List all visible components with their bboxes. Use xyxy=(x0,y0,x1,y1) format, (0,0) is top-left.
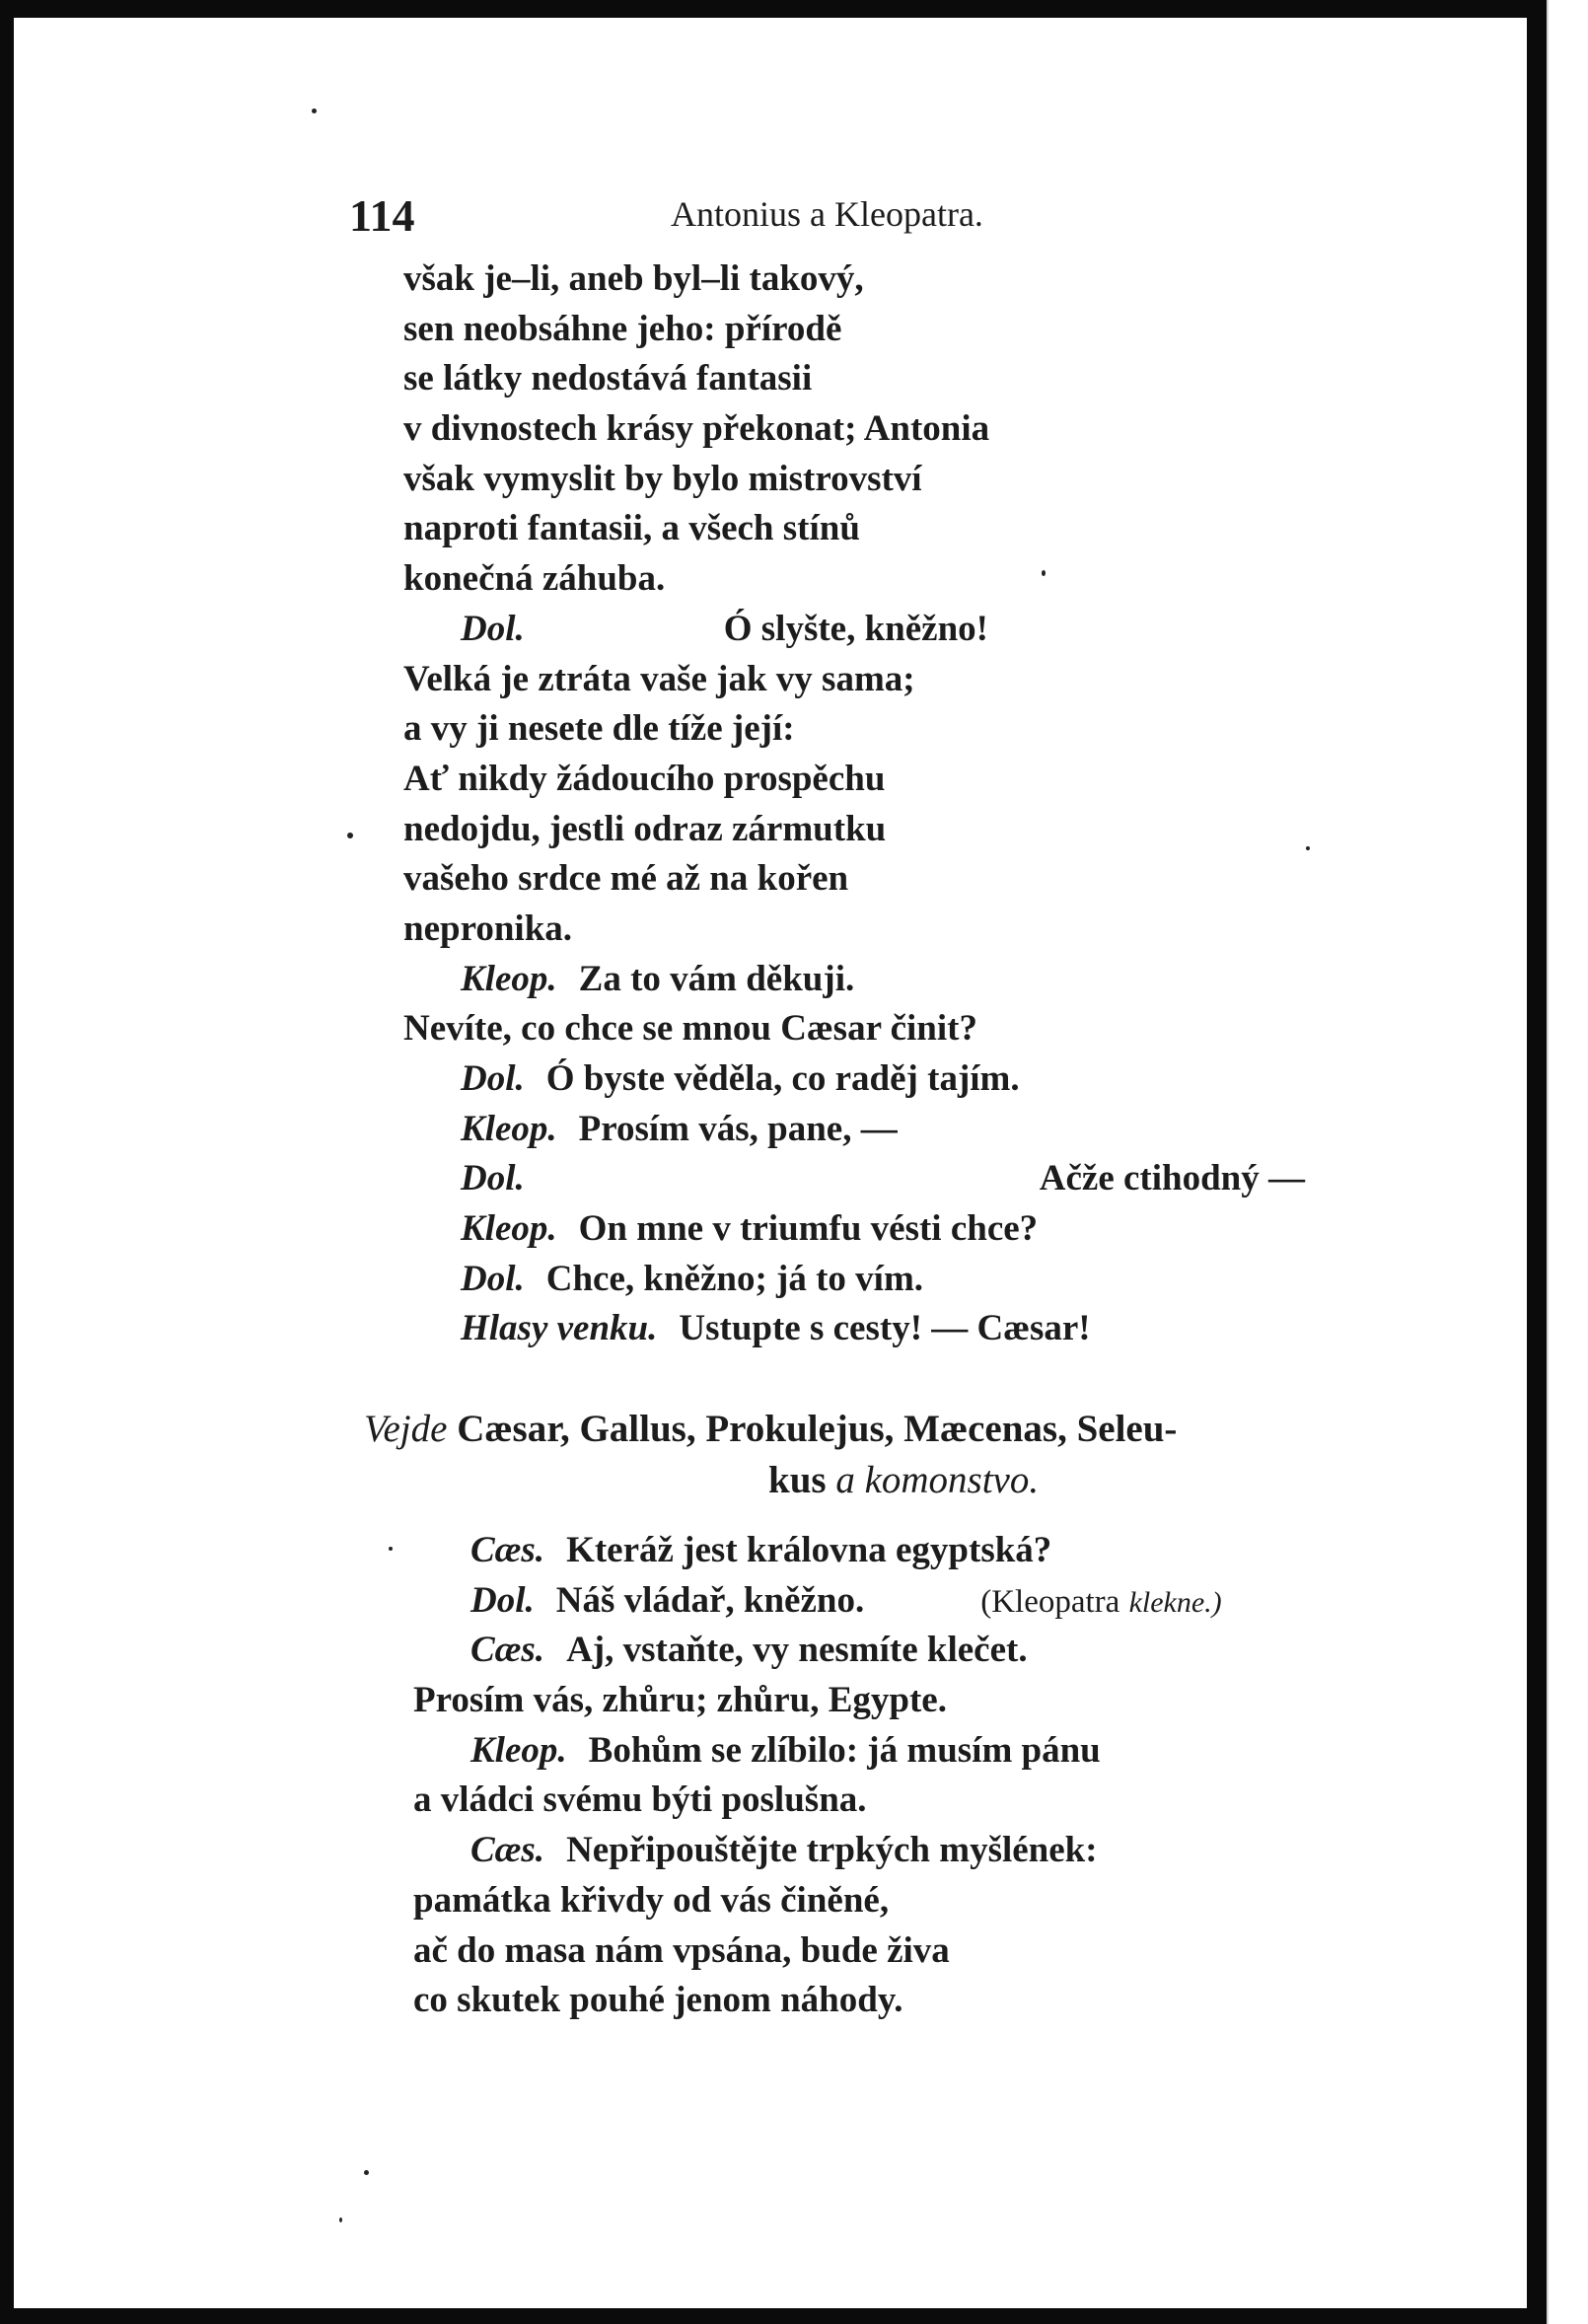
line-text: Prosím vás, pane, — xyxy=(578,1108,898,1149)
verse-line xyxy=(403,1004,1429,1054)
line-text: Ustupte s cesty! — Cæsar! xyxy=(679,1308,1091,1349)
line-text: nedojdu, jestli odraz zármutku xyxy=(403,808,887,849)
book-page xyxy=(14,18,1527,2308)
verse-line xyxy=(403,655,1429,705)
line-text: v divnostech krásy překonat; Antonia xyxy=(403,408,990,450)
scan-border-top xyxy=(0,0,1539,18)
speaker-name: Kleop. xyxy=(461,958,557,999)
line-text: a vy ji nesete dle tíže její: xyxy=(403,708,795,750)
entering-characters-end: kus xyxy=(768,1459,827,1501)
line-text: Bohům se zlíbilo: já musím pánu xyxy=(588,1729,1101,1771)
verse-line xyxy=(403,805,1429,855)
entering-characters: Cæsar, Gallus, Prokulejus, Mæcenas, Seleu- xyxy=(457,1408,1178,1450)
line-text: Prosím vás, zhůru; zhůru, Egypte. xyxy=(413,1680,947,1721)
verse-line xyxy=(403,755,1429,805)
line-text: nepronika. xyxy=(403,908,573,949)
verse-line xyxy=(413,1775,1439,1825)
verse-line xyxy=(413,1975,1439,2025)
running-title: Antonius a Kleopatra. xyxy=(671,194,983,234)
speaker-name: Hlasy venku. xyxy=(461,1308,658,1349)
speaker-name: Kleop. xyxy=(461,1108,557,1149)
verse-line xyxy=(403,455,1429,505)
speech-line xyxy=(413,1725,1439,1776)
line-text: naproti fantasii, a všech stínů xyxy=(403,508,860,549)
line-text: Chce, kněžno; já to vím. xyxy=(545,1258,924,1299)
speaker-name: Cæs. xyxy=(470,1830,545,1871)
speck xyxy=(1042,570,1046,576)
line-text: co skutek pouhé jenom náhody. xyxy=(413,1980,903,2021)
stage-conjunction: a xyxy=(835,1459,855,1501)
speech-line xyxy=(403,1255,1429,1305)
line-text: a vládci svému býti poslušna. xyxy=(413,1779,867,1821)
verse-block-upper xyxy=(403,254,1429,1354)
speech-line xyxy=(413,1625,1439,1675)
speech-line xyxy=(403,1304,1429,1354)
speech-line xyxy=(413,1525,1439,1575)
speaker-name: Cæs. xyxy=(470,1630,545,1671)
line-text: Náš vládař, kněžno. xyxy=(555,1579,865,1621)
line-text: sen neobsáhne jeho: přírodě xyxy=(403,308,842,349)
line-text: Ó slyšte, kněžno! xyxy=(723,608,988,649)
speech-line xyxy=(403,1204,1429,1255)
line-text: Nevíte, co chce se mnou Cæsar činit? xyxy=(403,1008,977,1050)
verse-line xyxy=(413,1925,1439,1976)
speaker-name: Cæs. xyxy=(470,1530,545,1570)
verse-line xyxy=(403,305,1429,355)
line-text: Ať nikdy žádoucího prospěchu xyxy=(403,758,886,799)
line-text: Aj, vstaňte, vy nesmíte klečet. xyxy=(566,1630,1028,1671)
speck xyxy=(339,2217,342,2222)
stage-verb: Vejde xyxy=(364,1408,448,1450)
speech-line xyxy=(413,1575,1439,1626)
line-text: konečná záhuba. xyxy=(403,558,666,600)
verse-line xyxy=(403,905,1429,955)
speech-line xyxy=(403,1154,1429,1204)
stage-aside-name: (Kleopatra xyxy=(980,1583,1120,1620)
speech-line xyxy=(413,1825,1439,1875)
line-text: Za to vám děkuji. xyxy=(578,958,855,999)
line-text: se látky nedostává fantasii xyxy=(403,358,813,399)
page-number: 114 xyxy=(349,190,415,241)
speech-line xyxy=(403,1105,1429,1155)
verse-line xyxy=(413,1675,1439,1725)
running-head xyxy=(14,166,1527,241)
speck xyxy=(389,1547,393,1551)
verse-block-lower xyxy=(413,1525,1439,2025)
line-text: Ó byste věděla, co raděj tajím. xyxy=(545,1058,1020,1099)
scan-border-left xyxy=(0,0,14,2324)
line-text: Ačže ctihodný — xyxy=(1039,1158,1305,1199)
line-text: ač do masa nám vpsána, bude živa xyxy=(413,1929,950,1971)
verse-line xyxy=(403,254,1429,305)
stage-direction-line xyxy=(364,1455,1469,1506)
verse-line xyxy=(413,1875,1439,1925)
speck xyxy=(312,109,317,113)
speaker-name: Dol. xyxy=(461,1158,525,1199)
verse-line xyxy=(403,854,1429,905)
stage-direction-entrance xyxy=(364,1404,1469,1506)
line-text: vašeho srdce mé až na kořen xyxy=(403,858,849,900)
line-text: On mne v triumfu vésti chce? xyxy=(578,1208,1039,1250)
line-text: památka křivdy od vás činěné, xyxy=(413,1879,890,1921)
line-text: Kteráž jest královna egyptská? xyxy=(566,1530,1052,1570)
line-text: Nepřipouštějte trpkých myšlének: xyxy=(566,1830,1098,1871)
speaker-name: Kleop. xyxy=(470,1729,567,1771)
stage-direction-line xyxy=(364,1404,1469,1455)
adjacent-page-strip xyxy=(1547,0,1588,2324)
line-text: však je–li, aneb byl–li takový, xyxy=(403,258,864,299)
verse-line xyxy=(403,704,1429,755)
speaker-name: Kleop. xyxy=(461,1208,557,1250)
speech-line xyxy=(403,955,1429,1005)
speck xyxy=(364,2170,369,2175)
speaker-name: Dol. xyxy=(461,1258,525,1299)
speck xyxy=(1306,846,1310,850)
speaker-name: Dol. xyxy=(461,608,525,649)
line-text: Velká je ztráta vaše jak vy sama; xyxy=(403,658,915,699)
speaker-name: Dol. xyxy=(461,1058,525,1099)
verse-line xyxy=(403,404,1429,455)
verse-line xyxy=(403,504,1429,554)
scan-border-right xyxy=(1527,0,1547,2324)
line-text: však vymyslit by bylo mistrovství xyxy=(403,458,922,499)
stage-retinue: komonstvo. xyxy=(864,1459,1040,1501)
speech-line xyxy=(403,605,1429,655)
scan-border-bottom xyxy=(0,2308,1547,2324)
stage-aside-verb: klekne.) xyxy=(1128,1585,1222,1619)
verse-line xyxy=(403,354,1429,404)
speaker-name: Dol. xyxy=(470,1579,535,1621)
verse-line xyxy=(403,554,1429,605)
speck xyxy=(347,833,353,838)
speech-line xyxy=(403,1054,1429,1105)
